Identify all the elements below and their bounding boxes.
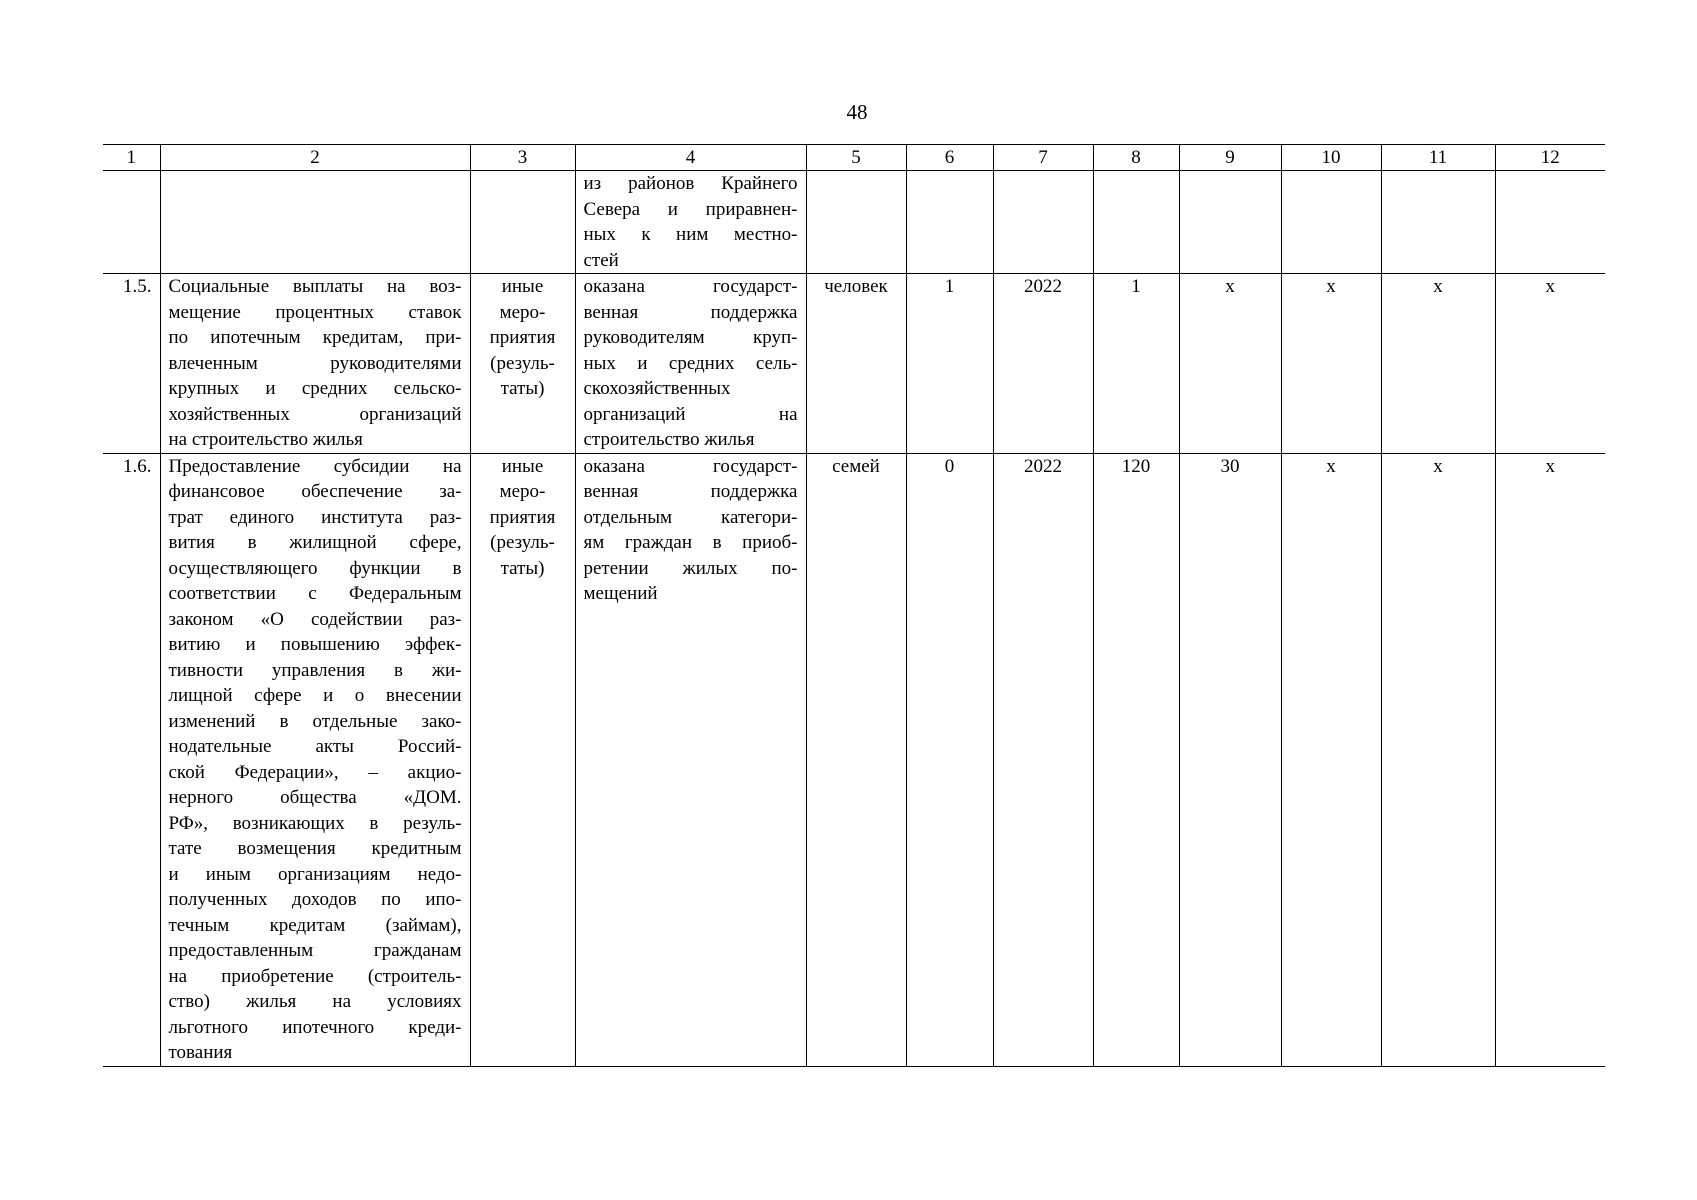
name-line: лищной сфере и о внесении (168, 685, 462, 706)
name-line: предоставленным гражданам (168, 940, 462, 961)
cell-12: х (1495, 453, 1605, 1066)
name-line: на строительство жилья (168, 429, 363, 450)
name-line: осуществляющего функции в (168, 557, 462, 579)
row-number: 1.6. (103, 453, 160, 1066)
column-header: 11 (1381, 145, 1495, 171)
name-line: хозяйственных организаций (168, 403, 462, 425)
name-line: Предоставление субсидии на (168, 455, 462, 477)
event-type (470, 171, 575, 274)
name-line: нодательные акты Россий- (168, 736, 462, 757)
name-line: и иным организациям недо- (168, 863, 462, 885)
column-header: 5 (806, 145, 906, 171)
row-number: 1.5. (103, 274, 160, 454)
name-line: тования (168, 1042, 233, 1063)
name-line: финансовое обеспечение за- (168, 481, 462, 502)
column-header: 8 (1093, 145, 1179, 171)
name-line: полученных доходов по ипо- (168, 889, 462, 910)
column-header: 7 (993, 145, 1093, 171)
event-name (160, 171, 470, 274)
column-header: 6 (906, 145, 993, 171)
name-line: нерного общества «ДОМ. (168, 787, 462, 808)
name-line: соответствии с Федеральным (168, 583, 462, 604)
name-line: по ипотечным кредитам, при- (168, 327, 462, 348)
name-line: витию и повышению эффек- (168, 634, 462, 655)
name-line: ской Федерации», – акцио- (168, 761, 462, 783)
result-line: из районов Крайнего (583, 173, 798, 194)
name-line: изменений в отдельные зако- (168, 710, 462, 732)
table-row (103, 171, 1605, 274)
name-line: мещение процентных ставок (168, 301, 462, 323)
cell-10: х (1281, 274, 1381, 454)
cell-11: х (1381, 274, 1495, 454)
name-line: тате возмещения кредитным (168, 838, 462, 859)
cell-11: х (1381, 453, 1495, 1066)
page-number: 48 (846, 100, 868, 124)
name-line: РФ», возникающих в резуль- (168, 812, 462, 834)
name-line: законом «О содействии раз- (168, 608, 462, 630)
result-line: ретении жилых по- (583, 557, 798, 579)
name-line: влеченным руководителями (168, 352, 462, 374)
unit (806, 171, 906, 274)
result-line: организаций на (583, 403, 798, 425)
name-line: тивности управления в жи- (168, 659, 462, 681)
cell-10: х (1281, 453, 1381, 1066)
name-line: крупных и средних сельско- (168, 378, 462, 399)
cell-12 (1495, 171, 1605, 274)
row-number (103, 171, 160, 274)
column-header: 3 (470, 145, 575, 171)
event-name (160, 453, 470, 1066)
column-header: 1 (103, 145, 160, 171)
column-header: 9 (1179, 145, 1281, 171)
result-line: ных к ним местно- (583, 224, 798, 245)
unit: человек (806, 274, 906, 454)
event-type: иные меро- приятия (резуль- таты) (470, 274, 575, 454)
column-header: 10 (1281, 145, 1381, 171)
program-results-table (103, 144, 1605, 1067)
result-line: мещений (583, 583, 658, 604)
result-line: оказана государст- (583, 276, 798, 297)
result-line: скохозяйственных (583, 378, 731, 399)
event-type: иные меро- приятия (резуль- таты) (470, 453, 575, 1066)
result-line: руководителям круп- (583, 327, 798, 348)
event-result (575, 274, 806, 454)
name-line: трат единого института раз- (168, 506, 462, 528)
event-result (575, 453, 806, 1066)
cell-9: х (1179, 274, 1281, 454)
cell-10 (1281, 171, 1381, 274)
column-header: 4 (575, 145, 806, 171)
table-row (103, 274, 1605, 454)
cell-8: 120 (1093, 453, 1179, 1066)
cell-11 (1381, 171, 1495, 274)
result-line: стей (583, 249, 619, 271)
name-line: Социальные выплаты на воз- (168, 276, 462, 297)
name-line: ство) жилья на условиях (168, 991, 462, 1012)
result-line: оказана государст- (583, 455, 798, 477)
cell-6: 0 (906, 453, 993, 1066)
result-line: венная поддержка (583, 301, 798, 323)
cell-7: 2022 (993, 453, 1093, 1066)
cell-6: 1 (906, 274, 993, 454)
cell-9 (1179, 171, 1281, 274)
cell-8: 1 (1093, 274, 1179, 454)
result-line: Севера и приравнен- (583, 198, 798, 220)
unit: семей (806, 453, 906, 1066)
result-line: ям граждан в приоб- (583, 532, 798, 553)
name-line: вития в жилищной сфере, (168, 532, 462, 553)
result-line: ных и средних сель- (583, 352, 798, 374)
column-header: 12 (1495, 145, 1605, 171)
column-header: 2 (160, 145, 470, 171)
column-number-row (103, 145, 1605, 171)
name-line: льготного ипотечного креди- (168, 1016, 462, 1038)
table-row (103, 453, 1605, 1066)
event-name (160, 274, 470, 454)
cell-7 (993, 171, 1093, 274)
result-line: строительство жилья (583, 429, 755, 450)
event-result (575, 171, 806, 274)
cell-12: х (1495, 274, 1605, 454)
cell-7: 2022 (993, 274, 1093, 454)
cell-9: 30 (1179, 453, 1281, 1066)
result-line: венная поддержка (583, 481, 798, 502)
name-line: на приобретение (строитель- (168, 965, 462, 987)
cell-6 (906, 171, 993, 274)
result-line: отдельным категори- (583, 506, 798, 528)
name-line: течным кредитам (займам), (168, 914, 462, 936)
cell-8 (1093, 171, 1179, 274)
